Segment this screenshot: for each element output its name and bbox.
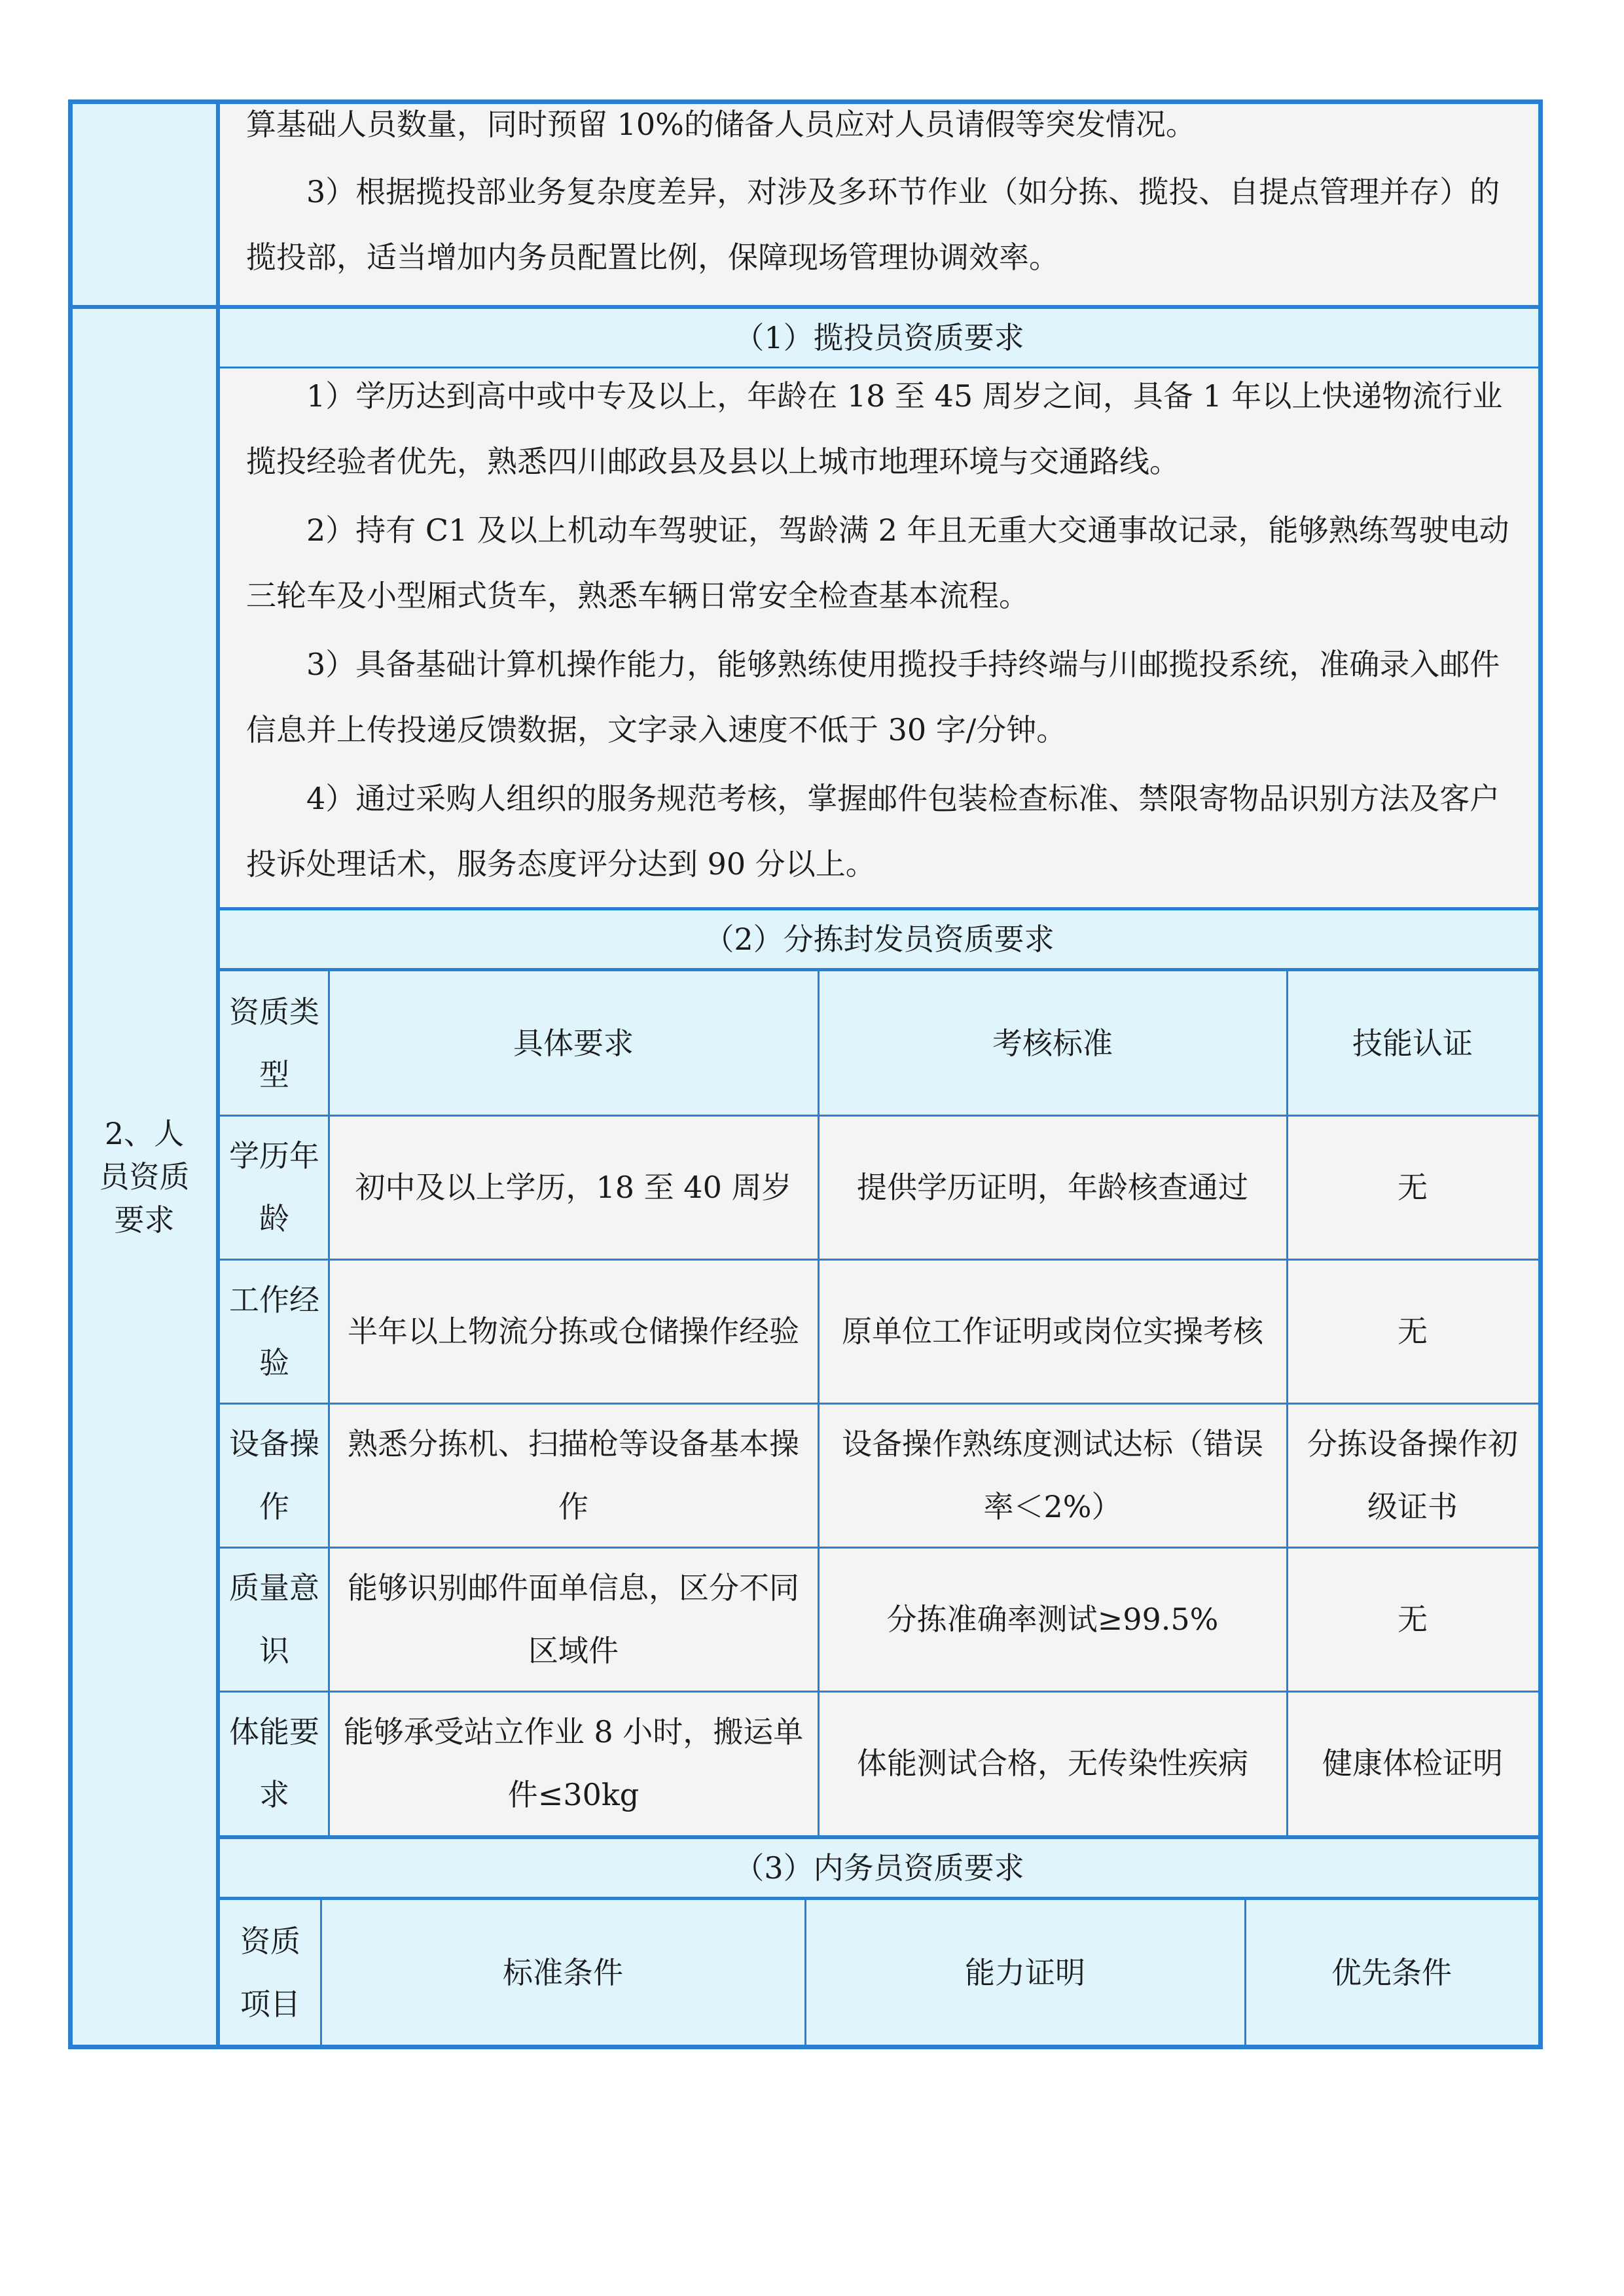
divider-h xyxy=(220,1897,1538,1900)
sub1-item-1: 1）学历达到高中或中专及以上，年龄在 18 至 45 周岁之间，具备 1 年以上快递物流行业揽投经验者优先，熟悉四川邮政县及县以上城市地理环境与交通路线。 xyxy=(246,378,1503,479)
sub1-item-2: 2）持有 C1 及以上机动车驾驶证，驾龄满 2 年且无重大交通事故记录，能够熟练驾驶电动三轮车及小型厢式货车，熟悉车辆日常安全检查基本流程。 xyxy=(246,512,1509,613)
section1-paragraph-cont: 算基础人员数量，同时预留 10%的储备人员应对人员请假等突发情况。 xyxy=(246,107,1196,142)
divider-v xyxy=(1244,1900,1246,2045)
divider-section xyxy=(73,305,1538,309)
sub2-row5-cert: 健康体检证明 xyxy=(1322,1746,1503,1781)
section2-left-label: 2、人员资质要求 xyxy=(73,309,216,2045)
divider-v xyxy=(804,1900,806,2045)
sub2-row5-type: 体能要求 xyxy=(229,1714,319,1812)
sub2-row1-type: 学历年龄 xyxy=(229,1138,319,1236)
sub2-row5-req: 能够承受站立作业 8 小时，搬运单件≤30kg xyxy=(343,1714,804,1812)
divider-left-column xyxy=(216,104,220,2045)
divider-h xyxy=(220,907,1538,910)
divider-h xyxy=(220,968,1538,971)
divider-h xyxy=(220,367,1538,368)
sub2-row3-type: 设备操作 xyxy=(229,1426,319,1524)
sub1-item-4: 4）通过采购人组织的服务规范考核，掌握邮件包装检查标准、禁限寄物品识别方法及客户投诉处理话术，服务态度评分达到 90 分以上。 xyxy=(246,781,1500,882)
divider-v xyxy=(320,1900,322,2045)
sub2-row2-type: 工作经验 xyxy=(229,1282,319,1380)
sub2-header-cert: 技能认证 xyxy=(1352,1026,1473,1061)
sub2-row4-req: 能够识别邮件面单信息，区分不同区域件 xyxy=(348,1570,799,1668)
divider-h xyxy=(220,1403,1538,1405)
sub2-row1-cert: 无 xyxy=(1398,1170,1428,1205)
sub2-title: （2）分拣封发员资质要求 xyxy=(220,910,1538,968)
sub3-header-item: 资质项目 xyxy=(240,1923,300,2022)
section1-paragraph-3: 3）根据揽投部业务复杂度差异，对涉及多环节作业（如分拣、揽投、自提点管理并存）的揽投部，适当增加内务员配置比例，保障现场管理协调效率。 xyxy=(246,174,1500,275)
divider-h xyxy=(220,1691,1538,1693)
sub2-header-std: 考核标准 xyxy=(992,1026,1113,1061)
sub2-row4-std: 分拣准确率测试≥99.5% xyxy=(886,1602,1219,1637)
sub3-header-priority: 优先条件 xyxy=(1331,1954,1452,1990)
divider-h xyxy=(220,1259,1538,1261)
divider-h xyxy=(220,1835,1538,1839)
divider-v xyxy=(328,971,330,1835)
divider-h xyxy=(220,1115,1538,1117)
sub2-row4-type: 质量意识 xyxy=(229,1570,319,1668)
sub1-title: （1）揽投员资质要求 xyxy=(220,309,1538,367)
sub2-row1-req: 初中及以上学历，18 至 40 周岁 xyxy=(355,1170,792,1205)
left-label-cell-empty xyxy=(73,104,216,305)
sub2-row2-std: 原单位工作证明或岗位实操考核 xyxy=(842,1314,1263,1349)
sub2-header-req: 具体要求 xyxy=(513,1026,634,1061)
sub2-row3-req: 熟悉分拣机、扫描枪等设备基本操作 xyxy=(348,1426,799,1524)
sub2-row3-std: 设备操作熟练度测试达标（错误率＜2%） xyxy=(842,1426,1263,1524)
sub3-title: （3）内务员资质要求 xyxy=(220,1839,1538,1897)
sub2-row1-std: 提供学历证明，年龄核查通过 xyxy=(857,1170,1248,1205)
divider-h xyxy=(220,1547,1538,1549)
sub1-item-3: 3）具备基础计算机操作能力，能够熟练使用揽投手持终端与川邮揽投系统，准确录入邮件信息并上传投递反馈数据，文字录入速度不低于 30 字/分钟。 xyxy=(246,647,1500,747)
sub3-header-proof: 能力证明 xyxy=(965,1954,1085,1990)
sub2-header-type: 资质类型 xyxy=(229,994,319,1092)
sub2-row4-cert: 无 xyxy=(1398,1602,1428,1637)
sub3-header-standard: 标准条件 xyxy=(503,1954,623,1990)
divider-v xyxy=(1286,971,1288,1835)
divider-v xyxy=(818,971,820,1835)
sub2-row2-req: 半年以上物流分拣或仓储操作经验 xyxy=(348,1314,799,1349)
sub2-row5-std: 体能测试合格，无传染性疾病 xyxy=(857,1746,1248,1781)
sub2-row2-cert: 无 xyxy=(1398,1314,1428,1349)
sub2-row3-cert: 分拣设备操作初级证书 xyxy=(1307,1426,1518,1524)
